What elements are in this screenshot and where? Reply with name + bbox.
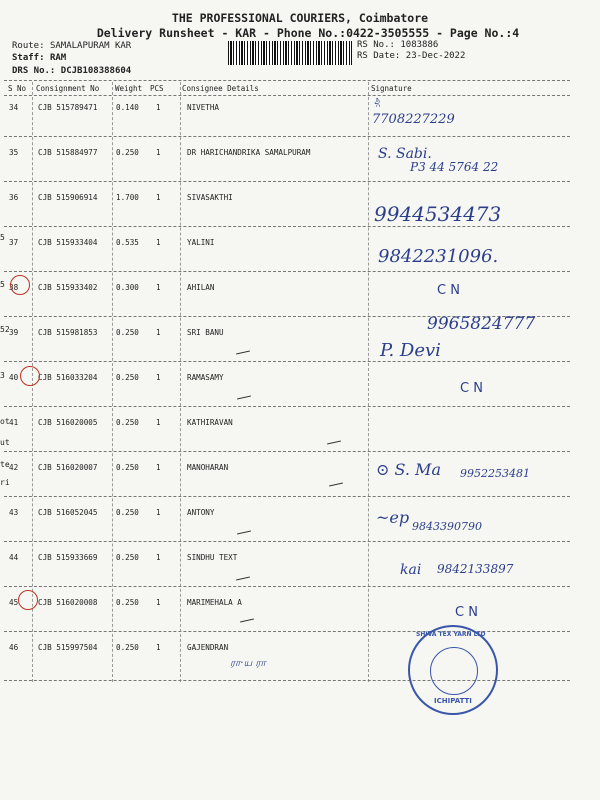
- header-rule: [4, 80, 570, 81]
- row-divider: [4, 496, 570, 497]
- signature-44-scribble: kai: [400, 562, 422, 578]
- row-sno: 34: [9, 103, 19, 112]
- signature-35-phone: P3 44 5764 22: [410, 160, 499, 174]
- row-weight: 0.535: [116, 238, 139, 247]
- row-weight: 1.700: [116, 193, 139, 202]
- row-divider: [4, 226, 570, 227]
- row-weight: 0.250: [116, 463, 139, 472]
- row-weight: 0.250: [116, 598, 139, 607]
- signature-39-phone: 9965824777: [427, 314, 536, 334]
- tick-mark: [236, 351, 250, 355]
- row-consignment-no: CJB 515933402: [38, 283, 98, 292]
- stamp-text-top: SHIVA TEX YARN LTD: [416, 631, 486, 638]
- row-weight: 0.250: [116, 373, 139, 382]
- row-consignment-no: CJB 515906914: [38, 193, 98, 202]
- staff-value: RAM: [49, 53, 67, 63]
- row-divider: [4, 451, 570, 452]
- signature-40-cn: C N: [460, 381, 483, 396]
- sno-circle-mark: [10, 275, 30, 295]
- signature-42-phone: 9952253481: [460, 467, 530, 480]
- rs-no-value: 1083886: [400, 40, 439, 50]
- signature-43-scribble: ~ep: [376, 508, 410, 527]
- signature-37: 9842231096.: [378, 246, 499, 267]
- header-rule-bottom: [4, 95, 570, 96]
- row-divider: [4, 361, 570, 362]
- row-weight: 0.300: [116, 283, 139, 292]
- row-sno: 44: [9, 553, 19, 562]
- row-divider: [4, 406, 570, 407]
- signature-42-name: ⊙ S. Ma: [376, 460, 441, 479]
- row-consignee: YALINI: [187, 238, 215, 247]
- row-sno: 37: [9, 238, 19, 247]
- signature-39-name: P. Devi: [380, 340, 441, 361]
- row-pcs: 1: [156, 643, 161, 652]
- row-consignee: AHILAN: [187, 283, 215, 292]
- drs-value: DCJB108388604: [60, 66, 132, 76]
- row-consignment-no: CJB 515997504: [38, 643, 98, 652]
- row-consignment-no: CJB 516020005: [38, 418, 98, 427]
- edge-text: 5: [0, 280, 5, 289]
- col-consignment: Consignment No: [36, 84, 100, 93]
- row-consignee: KATHIRAVAN: [187, 418, 233, 427]
- signature-35-name: S. Sabi.: [378, 146, 432, 162]
- row-sno: 39: [9, 328, 19, 337]
- row-weight: 0.250: [116, 148, 139, 157]
- row-consignee: MARIMEHALA A: [187, 598, 242, 607]
- row-consignee: GAJENDRAN: [187, 643, 229, 652]
- signature-43-phone: 9843390790: [412, 520, 482, 533]
- drs-line: DRS No.: DCJB108388604: [12, 66, 132, 76]
- route-line: Route: SAMALAPURAM KAR: [12, 41, 132, 51]
- signature-scribble: ಶ್ಗಿ: [374, 96, 381, 107]
- row-sno: 43: [9, 508, 19, 517]
- row-consignee: DR HARICHANDRIKA SAMALPURAM: [187, 148, 311, 157]
- row-sno: 45: [9, 598, 19, 607]
- sno-circle-mark: [20, 366, 40, 386]
- row-weight: 0.250: [116, 508, 139, 517]
- column-divider: [368, 82, 369, 682]
- row-weight: 0.250: [116, 643, 139, 652]
- row-pcs: 1: [156, 328, 161, 337]
- row-sno: 42: [9, 463, 19, 472]
- row-consignee: MANOHARAN: [187, 463, 229, 472]
- signature-36: 9944534473: [374, 202, 502, 226]
- row-divider: [4, 586, 570, 587]
- sno-circle-mark: [18, 590, 38, 610]
- signature-38-cn: C N: [437, 283, 460, 298]
- row-consignment-no: CJB 515789471: [38, 103, 98, 112]
- row-pcs: 1: [156, 103, 161, 112]
- tick-mark: [327, 441, 341, 445]
- stamp-inner-ring: [430, 647, 478, 695]
- row-consignment-no: CJB 515933404: [38, 238, 98, 247]
- edge-text: ri: [0, 478, 10, 487]
- row-consignee: NIVETHA: [187, 103, 220, 112]
- row-pcs: 1: [156, 238, 161, 247]
- signature-34: 7708227229: [372, 112, 455, 127]
- tick-mark: [236, 577, 250, 581]
- row-consignee: ANTONY: [187, 508, 215, 517]
- row-consignment-no: CJB 515884977: [38, 148, 98, 157]
- row-sno: 41: [9, 418, 19, 427]
- col-pcs: PCS: [150, 84, 164, 93]
- row-divider: [4, 271, 570, 272]
- tick-mark: [329, 483, 343, 487]
- rs-date-line: RS Date: 23-Dec-2022: [357, 51, 466, 61]
- edge-text: ut: [0, 438, 10, 447]
- row-sno: 35: [9, 148, 19, 157]
- staff-line: Staff: RAM: [12, 53, 67, 63]
- row-sno: 46: [9, 643, 19, 652]
- row-pcs: 1: [156, 373, 161, 382]
- row-consignment-no: CJB 516020007: [38, 463, 98, 472]
- col-signature: Signature: [371, 84, 412, 93]
- row-weight: 0.140: [116, 103, 139, 112]
- row-consignment-no: CJB 515933669: [38, 553, 98, 562]
- rs-date-value: 23-Dec-2022: [405, 51, 466, 61]
- signature-46-scribble: ரா·ய ரா: [230, 658, 266, 669]
- row-pcs: 1: [156, 463, 161, 472]
- row-pcs: 1: [156, 193, 161, 202]
- row-consignee: SINDHU TEXT: [187, 553, 238, 562]
- signature-44-phone: 9842133897: [437, 562, 514, 576]
- row-pcs: 1: [156, 598, 161, 607]
- row-consignee: RAMASAMY: [187, 373, 224, 382]
- row-consignment-no: CJB 516020008: [38, 598, 98, 607]
- row-pcs: 1: [156, 148, 161, 157]
- edge-text: 52: [0, 325, 10, 334]
- tick-mark: [237, 531, 251, 535]
- company-name: THE PROFESSIONAL COURIERS, Coimbatore: [171, 11, 429, 25]
- row-pcs: 1: [156, 418, 161, 427]
- row-sno: 36: [9, 193, 19, 202]
- route-value: SAMALAPURAM KAR: [49, 41, 132, 51]
- row-consignment-no: CJB 515981853: [38, 328, 98, 337]
- rs-no-line: RS No.: 1083886: [357, 40, 439, 50]
- col-weight: Weight: [115, 84, 143, 93]
- edge-text: ot: [0, 417, 10, 426]
- runsheet-title: Delivery Runsheet - KAR - Phone No.:0422-3505555 - Page No.:4: [96, 26, 520, 40]
- col-consignee: Consignee Details: [182, 84, 259, 93]
- row-divider: [4, 136, 570, 137]
- column-divider: [180, 82, 181, 682]
- col-sno: S No: [8, 84, 27, 93]
- row-sno: 38: [9, 283, 19, 292]
- edge-text: 3: [0, 371, 5, 380]
- row-pcs: 1: [156, 553, 161, 562]
- row-divider: [4, 181, 570, 182]
- row-consignment-no: CJB 516033204: [38, 373, 98, 382]
- row-weight: 0.250: [116, 553, 139, 562]
- row-weight: 0.250: [116, 328, 139, 337]
- company-stamp: [408, 625, 498, 715]
- row-pcs: 1: [156, 283, 161, 292]
- stamp-text-bottom: ICHIPATTI: [434, 697, 472, 705]
- tick-mark: [240, 619, 254, 623]
- edge-text: 5: [0, 233, 5, 242]
- edge-text: te: [0, 460, 10, 469]
- row-pcs: 1: [156, 508, 161, 517]
- row-sno: 40: [9, 373, 19, 382]
- column-divider: [112, 82, 113, 682]
- row-consignee: SIVASAKTHI: [187, 193, 233, 202]
- row-divider: [4, 541, 570, 542]
- signature-45-cn: C N: [455, 605, 478, 620]
- row-weight: 0.250: [116, 418, 139, 427]
- barcode: [228, 41, 352, 65]
- row-consignment-no: CJB 516052045: [38, 508, 98, 517]
- tick-mark: [237, 396, 251, 400]
- row-consignee: SRI BANU: [187, 328, 224, 337]
